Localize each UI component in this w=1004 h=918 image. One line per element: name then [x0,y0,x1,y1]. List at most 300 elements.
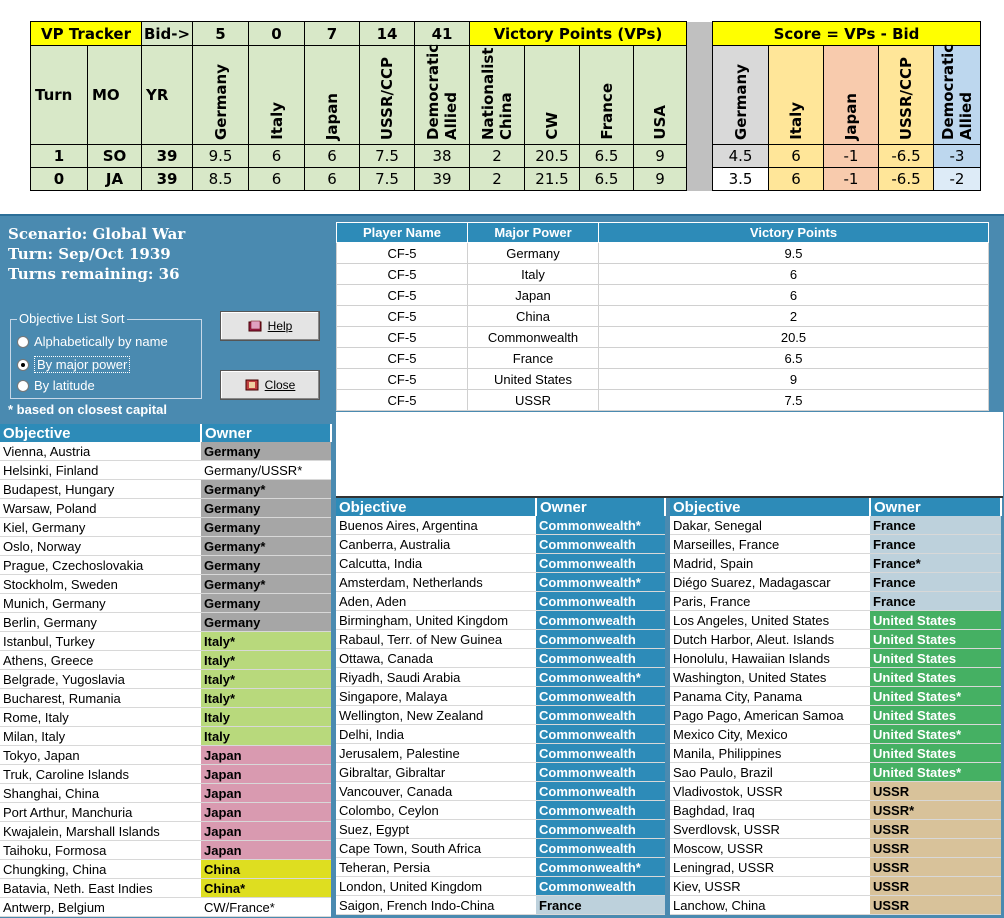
objective-row[interactable] [670,896,1001,915]
objective-name: Honolulu, Hawaiian Islands [670,649,870,668]
objective-row[interactable] [670,839,1001,858]
row-turn: 1 [31,145,88,168]
objective-owner: Italy [201,708,331,727]
objective-name: Mexico City, Mexico [670,725,870,744]
objective-row[interactable] [0,651,331,670]
radio-circle-selected[interactable] [17,359,29,371]
book-icon [248,320,262,332]
objective-name: Rabaul, Terr. of New Guinea [336,630,536,649]
objective-name: Helsinki, Finland [0,461,201,480]
sort-major-power-radio[interactable] [17,356,130,373]
victory-points-header: Victory Points [599,223,989,243]
objective-owner: France [870,535,1001,554]
objective-row[interactable] [0,879,331,898]
victory-points-cell: 6 [599,264,989,285]
objective-owner: CW/France* [201,898,331,917]
objective-owner: Commonwealth [536,744,665,763]
player-row[interactable] [337,348,989,369]
objective-name: Suez, Egypt [336,820,536,839]
objective-owner: Commonwealth [536,554,665,573]
row-vp: 6.5 [580,168,634,191]
objective-row[interactable] [0,594,331,613]
player-table-blank [336,412,1003,498]
row-score: 6 [769,168,824,191]
objective-owner: Commonwealth [536,592,665,611]
bid-japan: 7 [305,22,360,46]
player-table [336,222,989,411]
close-label: Close [264,378,296,392]
sort-legend: Objective List Sort [19,311,125,326]
objective-row[interactable] [0,442,331,461]
row-score: -3 [934,145,981,168]
objective-row[interactable] [670,763,1001,782]
row-score: -6.5 [879,145,934,168]
major-power-cell: United States [468,369,599,390]
objective-row[interactable] [336,535,665,554]
radio-circle[interactable] [17,380,29,392]
hdr-nat-china: Nationalist China [479,47,515,140]
row-vp: 7.5 [360,145,415,168]
objective-name: Bucharest, Rumania [0,689,201,708]
objective-owner: USSR* [870,801,1001,820]
objective-row[interactable] [670,782,1001,801]
objective-row[interactable] [670,744,1001,763]
row-vp: 6.5 [580,145,634,168]
objective-owner: Commonwealth* [536,668,665,687]
objective-name: Budapest, Hungary [0,480,201,499]
objective-owner: Commonwealth [536,630,665,649]
victory-points-cell: 9 [599,369,989,390]
row-vp: 2 [470,145,525,168]
objective-owner: France [870,573,1001,592]
objective-owner: France [870,516,1001,535]
objective-row[interactable] [0,537,331,556]
objective-row[interactable] [670,858,1001,877]
player-name-cell: CF-5 [337,369,468,390]
objective-row[interactable] [336,573,665,592]
objective-header: Objective [0,424,201,442]
sort-latitude-radio[interactable] [17,378,95,393]
objective-owner: China [201,860,331,879]
objective-name: Singapore, Malaya [336,687,536,706]
major-power-cell: Italy [468,264,599,285]
objective-owner: Commonwealth [536,820,665,839]
objective-owner: Germany [201,556,331,575]
row-mo: JA [88,168,142,191]
objective-row[interactable] [670,877,1001,896]
closest-capital-note: * based on closest capital [8,402,167,417]
objective-name: Shanghai, China [0,784,201,803]
objective-name: Chungking, China [0,860,201,879]
objective-owner: United States [870,630,1001,649]
objective-owner: Commonwealth [536,725,665,744]
objective-name: Jerusalem, Palestine [336,744,536,763]
objective-owner: Japan [201,765,331,784]
player-row[interactable] [337,285,989,306]
objective-owner: Japan [201,841,331,860]
objective-name: Colombo, Ceylon [336,801,536,820]
row-vp: 6 [249,168,305,191]
objective-header: Objective [670,498,870,516]
major-power-cell: China [468,306,599,327]
hdr-usa: USA [651,105,669,140]
objective-row[interactable] [336,687,665,706]
objective-row[interactable] [670,535,1001,554]
close-door-icon [245,379,259,391]
objective-owner: Commonwealth [536,649,665,668]
objective-name: Lanchow, China [670,896,870,915]
objective-name: Stockholm, Sweden [0,575,201,594]
col-yr: YR [142,46,193,145]
victory-points-cell: 6 [599,285,989,306]
score-hdr-germany: Germany [731,63,750,140]
objective-row[interactable] [0,784,331,803]
objective-owner: United States* [870,687,1001,706]
row-vp: 39 [415,168,470,191]
objective-row[interactable] [0,518,331,537]
bid-ussr: 14 [360,22,415,46]
objective-row[interactable] [670,649,1001,668]
score-hdr-italy: Italy [787,102,805,140]
objective-row[interactable] [336,801,665,820]
player-name-cell: CF-5 [337,306,468,327]
objective-name: Gibraltar, Gibraltar [336,763,536,782]
row-vp: 8.5 [193,168,249,191]
sort-option-label: Alphabetically by name [34,334,168,349]
row-yr: 39 [142,145,193,168]
objective-row[interactable] [0,727,331,746]
objective-owner: France [870,592,1001,611]
objective-name: Dakar, Senegal [670,516,870,535]
objective-name: Riyadh, Saudi Arabia [336,668,536,687]
vp-title: Victory Points (VPs) [470,22,687,46]
objective-name: Paris, France [670,592,870,611]
objective-owner: Germany/USSR* [201,461,331,480]
objective-owner: Italy [201,727,331,746]
objective-owner: United States [870,611,1001,630]
row-score: -1 [824,145,879,168]
objective-owner: USSR [870,820,1001,839]
objective-row[interactable] [670,516,1001,535]
objective-name: Amsterdam, Netherlands [336,573,536,592]
help-label: Help [267,319,293,333]
objective-owner: Germany [201,594,331,613]
objective-row[interactable] [0,499,331,518]
col-turn: Turn [31,46,88,145]
objective-owner: Commonwealth [536,535,665,554]
objective-name: Warsaw, Poland [0,499,201,518]
player-name-cell: CF-5 [337,348,468,369]
objective-row[interactable] [0,746,331,765]
objective-owner: United States [870,649,1001,668]
owner-header: Owner [536,498,665,516]
owner-header: Owner [201,424,331,442]
objective-row[interactable] [670,630,1001,649]
objective-row[interactable] [670,611,1001,630]
major-power-cell: Germany [468,243,599,264]
objective-row[interactable] [670,725,1001,744]
objective-name: Wellington, New Zealand [336,706,536,725]
row-vp: 38 [415,145,470,168]
objective-row[interactable] [336,763,665,782]
objective-row[interactable] [0,822,331,841]
objective-owner: Commonwealth [536,611,665,630]
victory-points-cell: 9.5 [599,243,989,264]
sort-option-label: By latitude [34,378,95,393]
row-score: -2 [934,168,981,191]
player-row[interactable] [337,264,989,285]
objective-name: Washington, United States [670,668,870,687]
objective-name: Diégo Suarez, Madagascar [670,573,870,592]
objective-row[interactable] [0,841,331,860]
objective-header: Objective [336,498,536,516]
radio-circle[interactable] [17,336,29,348]
row-score: 6 [769,145,824,168]
scenario-turn: Turn: Sep/Oct 1939 [8,245,171,263]
objective-sort-group [10,311,202,399]
objective-owner: United States [870,668,1001,687]
row-vp: 6 [249,145,305,168]
sort-alpha-radio[interactable] [17,334,168,349]
vp-tracker-table [30,21,981,191]
objective-name: Vladivostok, USSR [670,782,870,801]
major-power-header: Major Power [468,223,599,243]
row-score: -6.5 [879,168,934,191]
objective-owner: United States* [870,763,1001,782]
score-hdr-ussr: USSR/CCP [897,56,915,140]
objective-name: Prague, Czechoslovakia [0,556,201,575]
sort-option-label: By major power [34,356,130,373]
objective-name: Kiev, USSR [670,877,870,896]
bid-germany: 5 [193,22,249,46]
objective-row[interactable] [336,820,665,839]
objective-owner: Japan [201,803,331,822]
objective-name: Milan, Italy [0,727,201,746]
hdr-italy: Italy [267,102,286,140]
objective-row[interactable] [336,592,665,611]
victory-points-cell: 6.5 [599,348,989,369]
objective-name: Tokyo, Japan [0,746,201,765]
objective-row[interactable] [670,668,1001,687]
objective-name: Dutch Harbor, Aleut. Islands [670,630,870,649]
victory-points-cell: 7.5 [599,390,989,411]
objective-row[interactable] [0,461,331,480]
objective-owner: Germany* [201,480,331,499]
objective-name: Moscow, USSR [670,839,870,858]
objective-name: Istanbul, Turkey [0,632,201,651]
objective-name: Vancouver, Canada [336,782,536,801]
player-name-header: Player Name [337,223,468,243]
row-vp: 21.5 [525,168,580,191]
objective-row[interactable] [336,896,665,915]
objective-name: Canberra, Australia [336,535,536,554]
hdr-ussr: USSR/CCP [378,56,396,140]
objective-row[interactable] [0,575,331,594]
player-row[interactable] [337,327,989,348]
player-row[interactable] [337,369,989,390]
objective-owner: Commonwealth [536,801,665,820]
objective-owner: Germany [201,518,331,537]
tracker-title: VP Tracker [31,22,142,46]
objective-name: Batavia, Neth. East Indies [0,879,201,898]
objective-row[interactable] [336,611,665,630]
scenario-info [8,224,185,284]
bid-label: Bid-> [142,22,193,46]
objective-owner: Commonwealth [536,763,665,782]
score-title: Score = VPs - Bid [713,22,981,46]
objective-owner: Germany* [201,575,331,594]
objective-owner: USSR [870,896,1001,915]
objective-row[interactable] [336,839,665,858]
hdr-dem-allied: Democratic Allied [424,43,460,140]
objective-owner: Italy* [201,632,331,651]
objective-owner: Germany* [201,537,331,556]
objective-row[interactable] [0,860,331,879]
player-row[interactable] [337,243,989,264]
objective-owner: Italy* [201,670,331,689]
objective-row[interactable] [0,613,331,632]
objective-row[interactable] [336,725,665,744]
objective-owner: United States* [870,725,1001,744]
objective-row[interactable] [670,592,1001,611]
row-turn: 0 [31,168,88,191]
tracker-row [31,145,981,168]
objective-name: Madrid, Spain [670,554,870,573]
hdr-germany: Germany [211,63,230,140]
row-vp: 20.5 [525,145,580,168]
major-power-cell: Japan [468,285,599,306]
objective-owner: United States [870,744,1001,763]
objective-list-2 [336,498,666,915]
turns-remaining: Turns remaining: 36 [8,265,180,283]
objective-row[interactable] [336,706,665,725]
objective-owner: Italy* [201,651,331,670]
objective-row[interactable] [336,630,665,649]
objective-name: London, United Kingdom [336,877,536,896]
objective-row[interactable] [0,708,331,727]
objective-row[interactable] [336,877,665,896]
objective-name: Saigon, French Indo-China [336,896,536,915]
objective-name: Baghdad, Iraq [670,801,870,820]
objective-name: Ottawa, Canada [336,649,536,668]
objective-row[interactable] [0,480,331,499]
score-hdr-japan: Japan [842,92,860,140]
player-name-cell: CF-5 [337,264,468,285]
objective-row[interactable] [0,765,331,784]
row-score: -1 [824,168,879,191]
objective-name: Sverdlovsk, USSR [670,820,870,839]
objective-row[interactable] [336,649,665,668]
objective-name: Cape Town, South Africa [336,839,536,858]
objective-owner: Germany [201,499,331,518]
player-name-cell: CF-5 [337,390,468,411]
objective-row[interactable] [336,668,665,687]
objective-row[interactable] [0,632,331,651]
row-vp: 2 [470,168,525,191]
objective-name: Birmingham, United Kingdom [336,611,536,630]
objective-row[interactable] [670,573,1001,592]
owner-header: Owner [870,498,1001,516]
player-row[interactable] [337,306,989,327]
objective-name: Berlin, Germany [0,613,201,632]
row-vp: 7.5 [360,168,415,191]
objective-owner: Japan [201,822,331,841]
objective-list-3 [670,498,1002,915]
objective-row[interactable] [670,554,1001,573]
objective-name: Antwerp, Belgium [0,898,201,917]
hdr-cw: CW [543,112,561,140]
objective-name: Taihoku, Formosa [0,841,201,860]
objective-row[interactable] [670,801,1001,820]
bid-italy: 0 [249,22,305,46]
objective-row[interactable] [0,898,331,917]
row-score: 3.5 [713,168,769,191]
objective-row[interactable] [336,744,665,763]
victory-points-cell: 2 [599,306,989,327]
objective-row[interactable] [336,554,665,573]
row-vp: 9.5 [193,145,249,168]
row-vp: 9 [634,145,687,168]
objective-row[interactable] [670,820,1001,839]
player-row[interactable] [337,390,989,411]
objective-owner: France [536,896,665,915]
row-vp: 9 [634,168,687,191]
objective-name: Port Arthur, Manchuria [0,803,201,822]
scenario-name: Scenario: Global War [8,225,186,243]
score-hdr-dem-allied: Democratic Allied [939,43,975,140]
objective-row[interactable] [0,670,331,689]
major-power-cell: USSR [468,390,599,411]
tracker-row [31,168,981,191]
objective-name: Leningrad, USSR [670,858,870,877]
row-score: 4.5 [713,145,769,168]
objective-row[interactable] [0,556,331,575]
objective-owner: France* [870,554,1001,573]
objective-row[interactable] [336,858,665,877]
row-yr: 39 [142,168,193,191]
objective-owner: Commonwealth* [536,573,665,592]
objective-row[interactable] [336,516,665,535]
objective-row[interactable] [0,689,331,708]
objective-owner: China* [201,879,331,898]
objective-owner: Commonwealth* [536,858,665,877]
objective-name: Teheran, Persia [336,858,536,877]
objective-owner: Commonwealth [536,687,665,706]
help-button[interactable] [220,311,320,341]
objective-name: Delhi, India [336,725,536,744]
player-name-cell: CF-5 [337,285,468,306]
objective-owner: USSR [870,839,1001,858]
objective-name: Kiel, Germany [0,518,201,537]
objective-name: Athens, Greece [0,651,201,670]
objective-row[interactable] [670,706,1001,725]
objective-owner: Commonwealth [536,877,665,896]
hdr-japan: Japan [323,92,341,140]
objective-name: Panama City, Panama [670,687,870,706]
player-name-cell: CF-5 [337,327,468,348]
objective-row[interactable] [0,803,331,822]
objective-name: Rome, Italy [0,708,201,727]
objective-name: Belgrade, Yugoslavia [0,670,201,689]
objective-name: Marseilles, France [670,535,870,554]
objective-row[interactable] [336,782,665,801]
objective-name: Truk, Caroline Islands [0,765,201,784]
objective-owner: Japan [201,746,331,765]
close-button[interactable] [220,370,320,400]
objective-owner: Commonwealth [536,706,665,725]
objective-name: Sao Paulo, Brazil [670,763,870,782]
objective-row[interactable] [670,687,1001,706]
